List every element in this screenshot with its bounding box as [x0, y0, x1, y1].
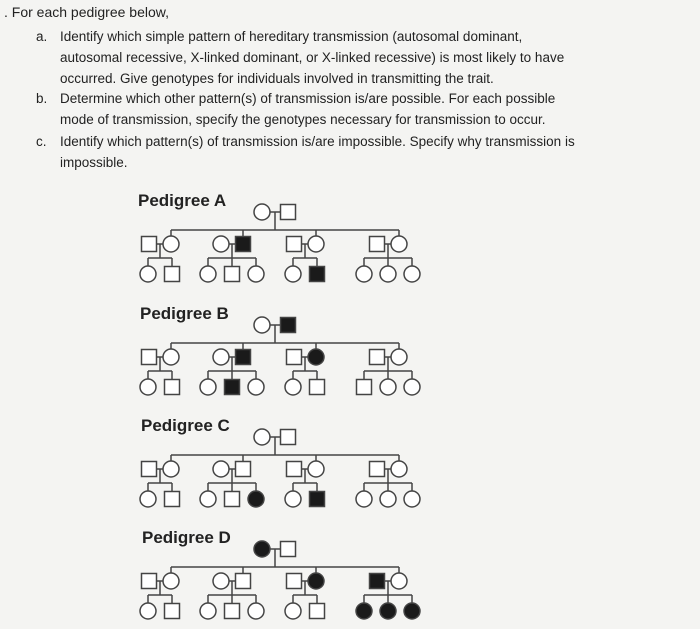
ped-3-family-3-child-2-female-symbol	[404, 603, 420, 619]
ped-2-family-2-child-0-female-symbol	[285, 491, 301, 507]
pedigree-a-diagram	[0, 192, 700, 292]
ped-0-family-1-child-1-male-symbol	[225, 267, 240, 282]
ped-3-family-2-right-parent-female-symbol	[308, 573, 324, 589]
ped-0-family-2-child-1-male-symbol	[310, 267, 325, 282]
ped-3-family-3-right-parent-female-symbol	[391, 573, 407, 589]
ped-1-top-mother-female-symbol	[254, 317, 270, 333]
ped-2-family-2-right-parent-female-symbol	[308, 461, 324, 477]
ped-3-family-2-left-parent-male-symbol	[287, 574, 302, 589]
ped-3-top-mother-female-symbol	[254, 541, 270, 557]
ped-0-top-father-male-symbol	[281, 205, 296, 220]
ped-0-family-0-child-0-female-symbol	[140, 266, 156, 282]
ped-2-family-0-right-parent-female-symbol	[163, 461, 179, 477]
ped-3-family-0-right-parent-female-symbol	[163, 573, 179, 589]
ped-3-family-1-child-1-male-symbol	[225, 604, 240, 619]
ped-3-family-2-child-0-female-symbol	[285, 603, 301, 619]
ped-1-family-0-right-parent-female-symbol	[163, 349, 179, 365]
ped-0-family-1-right-parent-male-symbol	[236, 237, 251, 252]
ped-0-family-3-right-parent-female-symbol	[391, 236, 407, 252]
ped-3-family-2-child-1-male-symbol	[310, 604, 325, 619]
ped-3-family-1-child-0-female-symbol	[200, 603, 216, 619]
item-c-line-2: impossible.	[60, 155, 128, 170]
ped-0-family-3-left-parent-male-symbol	[370, 237, 385, 252]
ped-1-family-1-child-2-female-symbol	[248, 379, 264, 395]
ped-3-family-0-child-0-female-symbol	[140, 603, 156, 619]
ped-1-family-3-right-parent-female-symbol	[391, 349, 407, 365]
ped-0-family-1-child-0-female-symbol	[200, 266, 216, 282]
ped-0-family-1-child-2-female-symbol	[248, 266, 264, 282]
ped-2-family-3-child-1-female-symbol	[380, 491, 396, 507]
ped-3-family-0-left-parent-male-symbol	[142, 574, 157, 589]
item-b-line-1: Determine which other pattern(s) of transmission is/are possible. For each possible	[60, 91, 556, 106]
pedigree-c-diagram	[0, 417, 700, 517]
ped-3-family-1-left-parent-female-symbol	[213, 573, 229, 589]
ped-1-family-0-child-1-male-symbol	[165, 380, 180, 395]
ped-1-family-2-left-parent-male-symbol	[287, 350, 302, 365]
pedigree-a-title: Pedigree A	[138, 191, 227, 210]
question-intro: . For each pedigree below,	[4, 4, 169, 20]
item-b-text	[60, 88, 620, 130]
ped-2-family-1-child-2-female-symbol	[248, 491, 264, 507]
item-a-text	[60, 26, 620, 89]
item-c-text	[60, 131, 620, 173]
item-b-line-2: mode of transmission, specify the genotypes necessary for transmission to occur.	[60, 112, 546, 127]
ped-2-family-1-child-0-female-symbol	[200, 491, 216, 507]
ped-2-family-1-right-parent-male-symbol	[236, 462, 251, 477]
ped-0-family-2-right-parent-female-symbol	[308, 236, 324, 252]
ped-2-family-0-left-parent-male-symbol	[142, 462, 157, 477]
ped-0-top-mother-female-symbol	[254, 204, 270, 220]
item-a-label: a.	[36, 29, 48, 44]
pedigree-c-title: Pedigree C	[141, 416, 230, 435]
ped-2-family-3-left-parent-male-symbol	[370, 462, 385, 477]
pedigree-b-diagram	[0, 305, 700, 405]
ped-1-family-1-child-0-female-symbol	[200, 379, 216, 395]
ped-0-family-2-left-parent-male-symbol	[287, 237, 302, 252]
ped-3-family-1-right-parent-male-symbol	[236, 574, 251, 589]
ped-1-family-3-child-2-female-symbol	[404, 379, 420, 395]
ped-1-family-3-child-1-female-symbol	[380, 379, 396, 395]
pedigree-d-title: Pedigree D	[142, 528, 231, 547]
ped-2-family-2-child-1-male-symbol	[310, 492, 325, 507]
ped-1-family-1-left-parent-female-symbol	[213, 349, 229, 365]
ped-1-family-1-child-1-male-symbol	[225, 380, 240, 395]
item-c-label: c.	[36, 134, 47, 149]
ped-1-family-0-left-parent-male-symbol	[142, 350, 157, 365]
ped-3-family-3-child-0-female-symbol	[356, 603, 372, 619]
ped-2-family-2-left-parent-male-symbol	[287, 462, 302, 477]
pedigree-d-diagram	[0, 529, 700, 629]
ped-2-family-3-child-2-female-symbol	[404, 491, 420, 507]
item-a-line-1: Identify which simple pattern of hereditary transmission (autosomal dominant,	[60, 29, 523, 44]
ped-2-family-1-child-1-male-symbol	[225, 492, 240, 507]
item-a-line-3: occurred. Give genotypes for individuals involved in transmitting the trait.	[60, 71, 494, 86]
ped-2-family-3-right-parent-female-symbol	[391, 461, 407, 477]
item-b-label: b.	[36, 91, 48, 106]
ped-1-family-2-right-parent-female-symbol	[308, 349, 324, 365]
ped-0-family-3-child-0-female-symbol	[356, 266, 372, 282]
ped-3-top-father-male-symbol	[281, 542, 296, 557]
ped-0-family-0-left-parent-male-symbol	[142, 237, 157, 252]
ped-1-family-3-child-0-male-symbol	[357, 380, 372, 395]
ped-1-family-1-right-parent-male-symbol	[236, 350, 251, 365]
ped-0-family-3-child-2-female-symbol	[404, 266, 420, 282]
ped-1-family-2-child-1-male-symbol	[310, 380, 325, 395]
ped-2-top-father-male-symbol	[281, 430, 296, 445]
ped-2-family-0-child-0-female-symbol	[140, 491, 156, 507]
ped-2-family-0-child-1-male-symbol	[165, 492, 180, 507]
ped-2-family-3-child-0-female-symbol	[356, 491, 372, 507]
ped-0-family-3-child-1-female-symbol	[380, 266, 396, 282]
pedigree-b-title: Pedigree B	[140, 304, 229, 323]
ped-1-family-2-child-0-female-symbol	[285, 379, 301, 395]
ped-1-family-0-child-0-female-symbol	[140, 379, 156, 395]
ped-0-family-0-right-parent-female-symbol	[163, 236, 179, 252]
ped-3-family-3-child-1-female-symbol	[380, 603, 396, 619]
item-a-line-2: autosomal recessive, X-linked dominant, or X-linked recessive) is most likely to have	[60, 50, 565, 65]
ped-3-family-0-child-1-male-symbol	[165, 604, 180, 619]
item-c-line-1: Identify which pattern(s) of transmission is/are impossible. Specify why transmission is	[60, 134, 575, 149]
ped-1-family-3-left-parent-male-symbol	[370, 350, 385, 365]
ped-0-family-1-left-parent-female-symbol	[213, 236, 229, 252]
ped-3-family-1-child-2-female-symbol	[248, 603, 264, 619]
ped-0-family-0-child-1-male-symbol	[165, 267, 180, 282]
ped-0-family-2-child-0-female-symbol	[285, 266, 301, 282]
ped-1-top-father-male-symbol	[281, 318, 296, 333]
ped-3-family-3-left-parent-male-symbol	[370, 574, 385, 589]
ped-2-family-1-left-parent-female-symbol	[213, 461, 229, 477]
ped-2-top-mother-female-symbol	[254, 429, 270, 445]
